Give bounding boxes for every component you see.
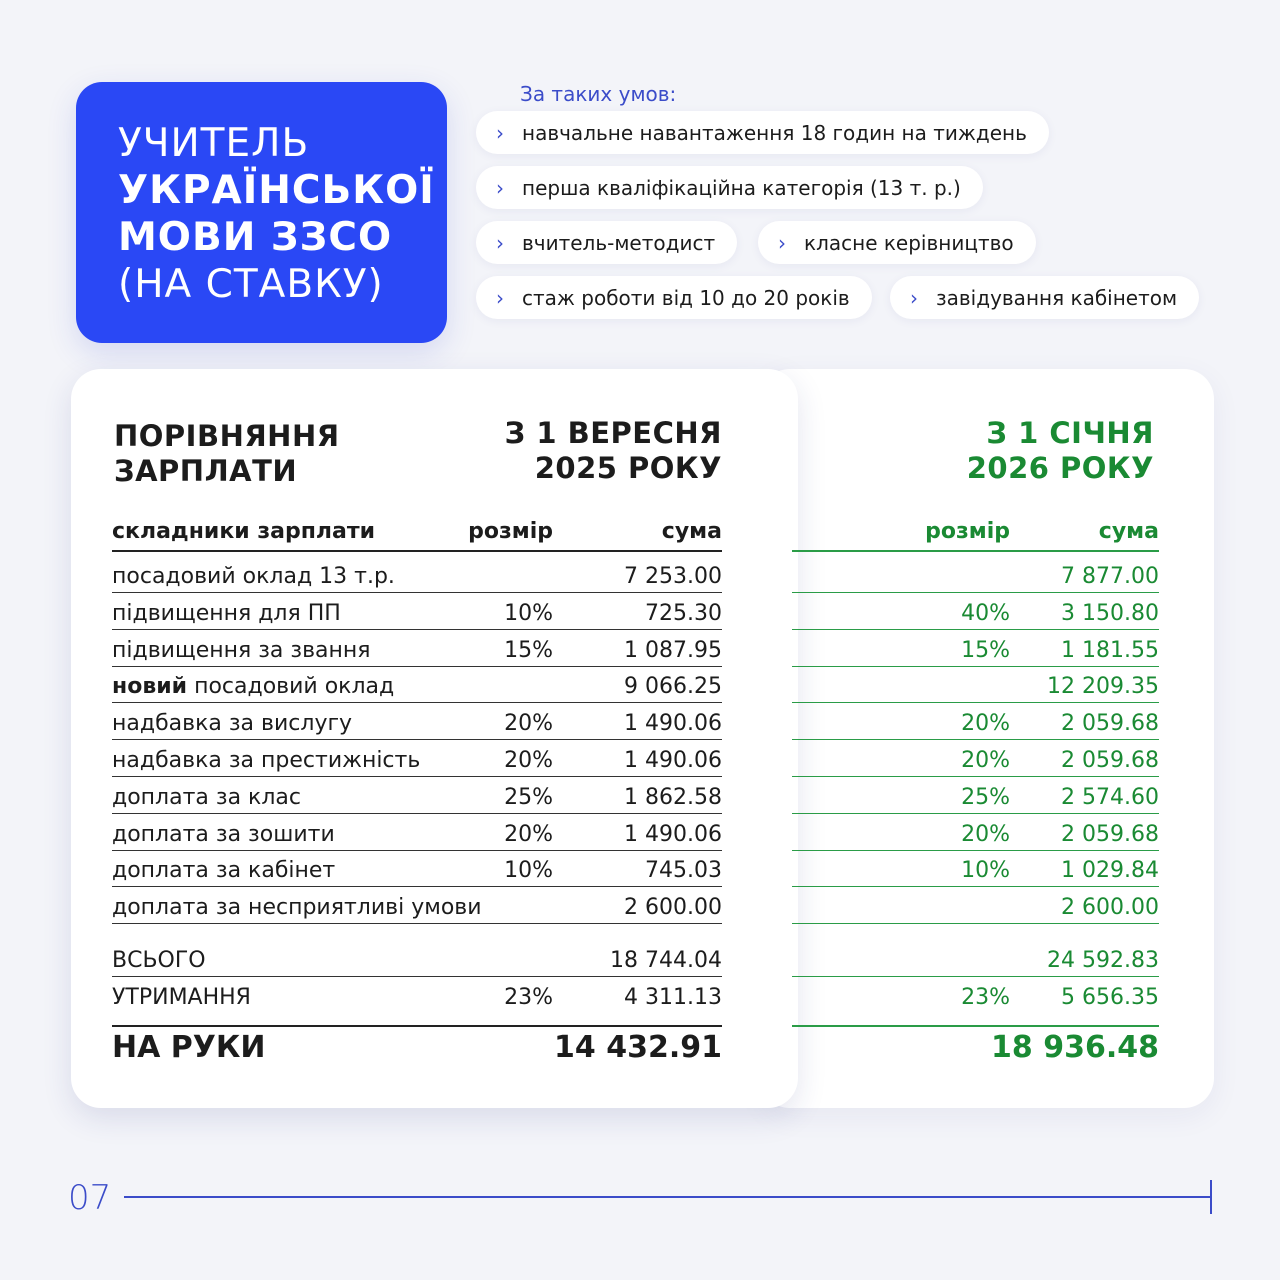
row-divider-2025	[112, 850, 722, 851]
row-label	[112, 748, 420, 773]
header-divider-2026	[792, 550, 1159, 552]
condition-pill-category	[476, 166, 983, 209]
col-header-size-2026: розмір	[925, 519, 1010, 544]
condition-text: перша кваліфікаційна категорія (13 т. р.)	[522, 175, 961, 200]
row-divider-2026	[792, 776, 1159, 777]
condition-text: завідування кабінетом	[936, 285, 1178, 310]
page-number: 07	[68, 1178, 112, 1218]
size-2026: 20%	[961, 711, 1010, 737]
sum-2025: 18 744.04	[610, 948, 722, 973]
size-2026: 25%	[961, 784, 1010, 810]
row-label-text: підвищення за звання	[112, 637, 371, 663]
condition-pill-workload	[476, 111, 1049, 154]
table-heading	[114, 419, 340, 489]
sum-2026: 7 877.00	[1061, 564, 1159, 589]
row-label	[112, 711, 352, 736]
net-sum-2026: 18 936.48	[991, 1030, 1159, 1065]
row-label-bold: новий	[112, 674, 188, 700]
condition-pill-methodist	[476, 221, 737, 264]
sum-2026: 5 656.35	[1061, 985, 1159, 1010]
row-label	[112, 564, 395, 589]
period-2025-heading	[505, 416, 722, 486]
row-divider-2026	[792, 592, 1159, 593]
size-2025: 20%	[504, 748, 553, 773]
net-divider-2026	[792, 1025, 1159, 1027]
net-divider-2025	[112, 1025, 722, 1027]
row-label-text: доплата за клас	[112, 784, 301, 810]
col-header-size-2025: розмір	[468, 519, 553, 544]
row-divider-2026	[792, 666, 1159, 667]
title-line-2: УКРАЇНСЬКОЇ	[118, 168, 435, 213]
col-header-component: складники зарплати	[112, 519, 376, 544]
row-label-text: ВСЬОГО	[112, 948, 206, 973]
sum-2025: 7 253.00	[624, 564, 722, 589]
sum-2025: 4 311.13	[624, 985, 722, 1010]
sum-2025: 1 862.58	[624, 784, 722, 810]
period-2025-line-1: З 1 ВЕРЕСНЯ	[504, 416, 722, 450]
row-label	[112, 895, 482, 920]
period-2026-line-1: З 1 СІЧНЯ	[986, 416, 1154, 450]
sum-2026: 2 059.68	[1061, 821, 1159, 847]
size-2025: 15%	[504, 637, 553, 663]
sum-2026: 12 209.35	[1047, 674, 1159, 700]
row-divider-2025	[112, 629, 722, 630]
size-2025: 20%	[504, 711, 553, 737]
sum-2026: 2 574.60	[1061, 784, 1159, 810]
row-divider-2026	[792, 702, 1159, 703]
condition-text: класне керівництво	[804, 230, 1014, 255]
row-divider-2025	[112, 739, 722, 740]
sum-2025: 1 490.06	[624, 711, 722, 737]
row-divider-2025	[112, 592, 722, 593]
sum-2025: 9 066.25	[624, 674, 722, 700]
footer-tick	[1210, 1180, 1212, 1214]
sum-2026: 2 059.68	[1061, 711, 1159, 737]
row-label	[112, 674, 394, 699]
col-header-sum-2025: сума	[661, 519, 722, 544]
sum-2025: 1 490.06	[624, 748, 722, 773]
condition-pill-cabinet	[890, 276, 1199, 319]
row-divider-2025	[112, 976, 722, 977]
row-label	[112, 638, 371, 663]
sum-2026: 1 181.55	[1061, 637, 1159, 663]
footer-divider	[124, 1196, 1212, 1198]
row-label-text: доплата за несприятливі умови	[112, 895, 482, 921]
row-label-text: посадовий оклад 13 т.р.	[112, 564, 395, 589]
title-card	[76, 82, 447, 343]
row-divider-2025	[112, 776, 722, 777]
condition-pill-experience	[476, 276, 872, 319]
size-2026: 20%	[961, 821, 1010, 847]
chevron-right-icon: ›	[778, 230, 786, 255]
row-label	[112, 858, 335, 883]
period-2026-heading	[967, 416, 1154, 486]
sum-2026: 2 600.00	[1061, 895, 1159, 921]
sum-2025: 1 490.06	[624, 821, 722, 847]
row-label	[112, 948, 206, 973]
size-2026: 10%	[961, 858, 1010, 884]
condition-text: навчальне навантаження 18 годин на тиждень	[522, 120, 1027, 145]
condition-pill-class-management	[758, 221, 1036, 264]
size-2026: 40%	[961, 600, 1010, 626]
sum-2026: 3 150.80	[1061, 600, 1159, 626]
row-label-text: доплата за кабінет	[112, 858, 336, 884]
col-header-sum-2026: сума	[1098, 519, 1159, 544]
sum-2026: 2 059.68	[1061, 748, 1159, 773]
size-2025: 25%	[504, 784, 553, 810]
sum-2025: 2 600.00	[624, 895, 722, 921]
title-line-1: УЧИТЕЛЬ	[118, 121, 310, 166]
row-label	[112, 985, 251, 1010]
row-label-text: підвищення для ПП	[112, 600, 341, 626]
row-label-text: доплата за зошити	[112, 821, 335, 847]
row-label-text: УТРИМАННЯ	[112, 985, 251, 1010]
sum-2025: 745.03	[645, 858, 722, 884]
chevron-right-icon: ›	[496, 120, 504, 145]
chevron-right-icon: ›	[496, 285, 504, 310]
size-2025: 10%	[504, 858, 553, 884]
row-divider-2025	[112, 666, 722, 667]
row-divider-2025	[112, 813, 722, 814]
row-divider-2026	[792, 629, 1159, 630]
size-2026: 23%	[961, 985, 1010, 1010]
size-2025: 20%	[504, 821, 553, 847]
size-2025: 23%	[504, 985, 553, 1010]
chevron-right-icon: ›	[496, 175, 504, 200]
row-label-text: посадовий оклад	[187, 674, 395, 700]
header-divider-2025	[112, 550, 722, 552]
net-sum-2025: 14 432.91	[554, 1030, 722, 1065]
row-label-text: надбавка за престижність	[112, 748, 421, 773]
row-divider-2025	[112, 923, 722, 924]
row-divider-2026	[792, 923, 1159, 924]
row-label	[112, 822, 335, 847]
table-heading-line-1: ПОРІВНЯННЯ	[114, 419, 340, 453]
chevron-right-icon: ›	[496, 230, 504, 255]
row-divider-2025	[112, 886, 722, 887]
sum-2026: 1 029.84	[1061, 858, 1159, 884]
sum-2025: 1 087.95	[624, 637, 722, 663]
period-2026-line-2: 2026 РОКУ	[966, 451, 1154, 485]
net-label: НА РУКИ	[112, 1030, 266, 1065]
sum-2026: 24 592.83	[1047, 948, 1159, 973]
row-divider-2026	[792, 850, 1159, 851]
size-2026: 20%	[961, 748, 1010, 773]
row-divider-2026	[792, 886, 1159, 887]
row-label	[112, 785, 301, 810]
row-divider-2026	[792, 739, 1159, 740]
row-label	[112, 601, 341, 626]
chevron-right-icon: ›	[910, 285, 918, 310]
condition-text: вчитель-методист	[522, 230, 716, 255]
table-heading-line-2: ЗАРПЛАТИ	[114, 454, 298, 488]
row-label-text: надбавка за вислугу	[112, 711, 353, 737]
sum-2025: 725.30	[645, 600, 722, 626]
size-2026: 15%	[961, 637, 1010, 663]
row-divider-2025	[112, 702, 722, 703]
title-line-4: (НА СТАВКУ)	[118, 262, 384, 307]
title-line-3: МОВИ ЗЗСО	[118, 215, 393, 260]
condition-text: стаж роботи від 10 до 20 років	[522, 285, 850, 310]
period-2025-line-2: 2025 РОКУ	[534, 451, 722, 485]
row-divider-2026	[792, 813, 1159, 814]
row-divider-2026	[792, 976, 1159, 977]
size-2025: 10%	[504, 600, 553, 626]
conditions-label: За таких умов:	[520, 82, 677, 106]
